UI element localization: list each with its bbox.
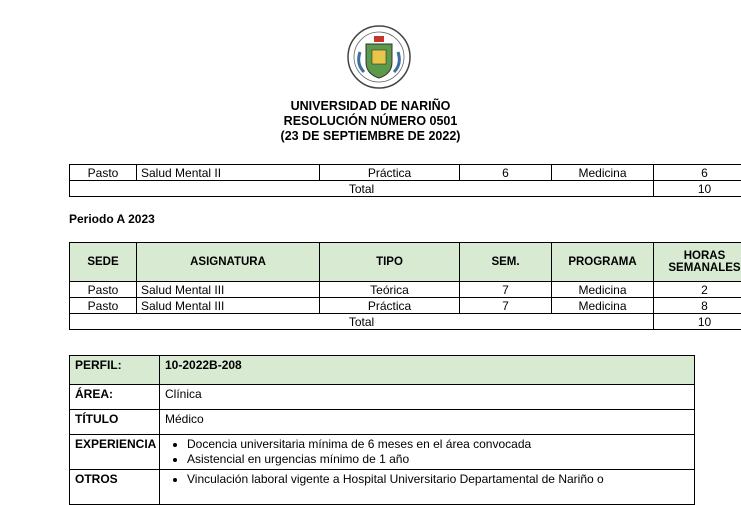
cell-programa: Medicina	[552, 298, 654, 314]
cell-sem: 6	[460, 165, 552, 181]
table-header-row	[70, 243, 741, 282]
list-item: • Asistencial en urgencias mínimo de 1 año	[187, 452, 689, 467]
table-row	[70, 165, 741, 181]
area-label: ÁREA:	[70, 385, 160, 410]
otros-label: OTROS	[70, 470, 160, 505]
header-horas	[654, 243, 741, 282]
header-horas-line1: HORAS	[684, 250, 726, 262]
total-value: 10	[654, 314, 741, 330]
header-date: (23 DE SEPTIEMBRE DE 2022)	[0, 129, 741, 144]
table-row	[70, 282, 741, 298]
profile-row-perfil	[70, 356, 695, 385]
header-sede: SEDE	[70, 243, 137, 282]
table-previous-period	[69, 164, 741, 197]
table-row-total	[70, 181, 741, 197]
table-row	[70, 298, 741, 314]
cell-horas: 8	[654, 298, 741, 314]
otros-list	[165, 472, 689, 487]
university-seal-icon	[346, 24, 412, 90]
experiencia-list	[165, 437, 689, 467]
profile-row-otros	[70, 470, 695, 505]
cell-tipo: Teórica	[320, 282, 460, 298]
area-value: Clínica	[160, 385, 695, 410]
titulo-label: TÍTULO	[70, 410, 160, 435]
cell-asignatura: Salud Mental III	[137, 298, 320, 314]
header-horas-line2: SEMANALES	[668, 262, 740, 274]
cell-tipo: Práctica	[320, 165, 460, 181]
header-programa: PROGRAMA	[552, 243, 654, 282]
cell-sem: 7	[460, 282, 552, 298]
header-university: UNIVERSIDAD DE NARIÑO	[0, 99, 741, 114]
table-period-a-2023	[69, 242, 741, 330]
titulo-value: Médico	[160, 410, 695, 435]
header-asignatura: ASIGNATURA	[137, 243, 320, 282]
header-sem: SEM.	[460, 243, 552, 282]
profile-row-experiencia	[70, 435, 695, 470]
header-tipo: TIPO	[320, 243, 460, 282]
cell-tipo: Práctica	[320, 298, 460, 314]
header-resolution: RESOLUCIÓN NÚMERO 0501	[0, 114, 741, 129]
cell-sede: Pasto	[70, 298, 137, 314]
total-value: 10	[654, 181, 741, 197]
profile-row-titulo	[70, 410, 695, 435]
total-label: Total	[70, 181, 654, 197]
cell-asignatura: Salud Mental III	[137, 282, 320, 298]
table-row-total	[70, 314, 741, 330]
profile-table	[69, 355, 695, 505]
cell-programa: Medicina	[552, 165, 654, 181]
perfil-label: PERFIL:	[70, 356, 160, 385]
cell-horas: 2	[654, 282, 741, 298]
cell-horas: 6	[654, 165, 741, 181]
list-item: • Docencia universitaria mínima de 6 meses en el área convocada	[187, 437, 689, 452]
experiencia-label: EXPERIENCIA	[70, 435, 160, 470]
cell-sede: Pasto	[70, 165, 137, 181]
cell-programa: Medicina	[552, 282, 654, 298]
period-label: Periodo A 2023	[69, 212, 155, 226]
list-item: • Vinculación laboral vigente a Hospital Universitario Departamental de Nariño o	[187, 472, 689, 487]
profile-row-area	[70, 385, 695, 410]
cell-sem: 7	[460, 298, 552, 314]
total-label: Total	[70, 314, 654, 330]
cell-sede: Pasto	[70, 282, 137, 298]
perfil-value: 10-2022B-208	[160, 356, 695, 385]
cell-asignatura: Salud Mental II	[137, 165, 320, 181]
